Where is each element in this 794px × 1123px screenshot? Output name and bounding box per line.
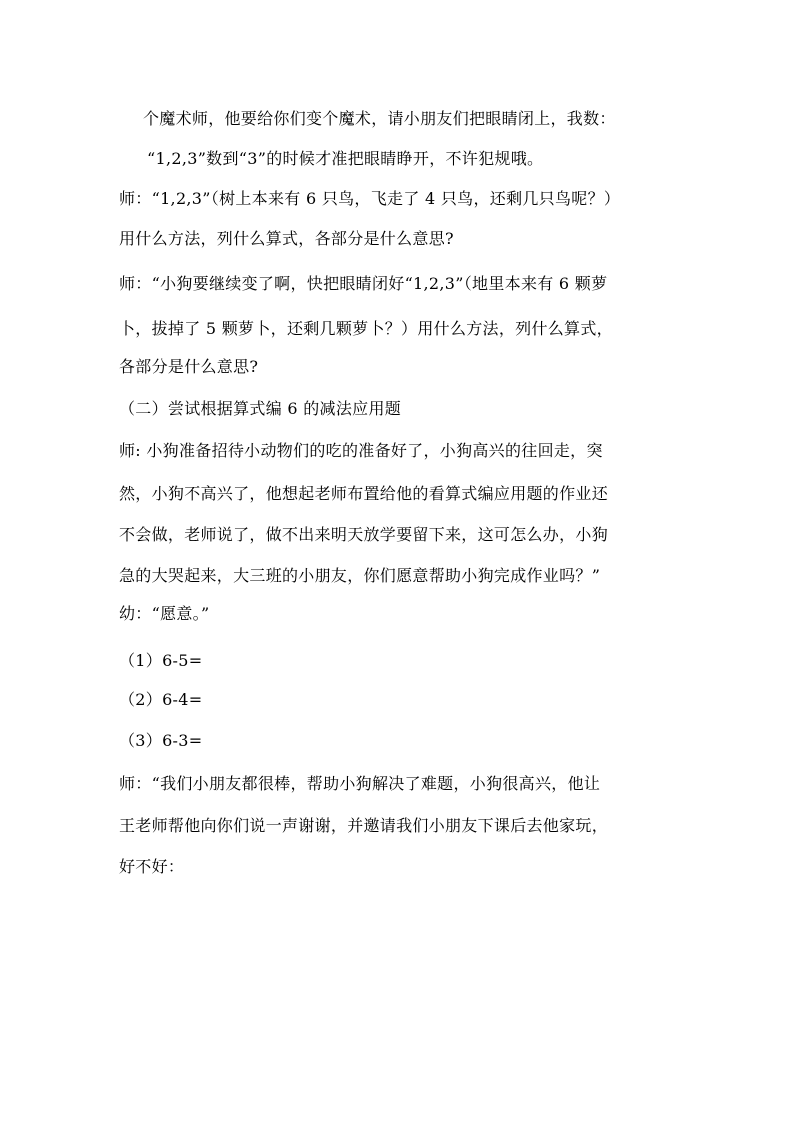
paragraph-line-18: 王老师帮他向你们说一声谢谢，并邀请我们小朋友下课后去他家玩，	[119, 816, 609, 835]
section-heading: （二）尝试根据算式编 6 的减法应用题	[119, 399, 402, 418]
paragraph-line-4: 用什么方法，列什么算式，各部分是什么意思?	[119, 229, 454, 248]
paragraph-line-17: 师：“我们小朋友都很棒，帮助小狗解决了难题，小狗很高兴，他让	[119, 774, 601, 793]
paragraph-line-2: “1,2,3”数到“3”的时候才准把眼睛睁开，不许犯规哦。	[147, 149, 544, 168]
paragraph-line-11: 不会做，老师说了，做不出来明天放学要留下来，这可怎么办，小狗	[119, 525, 609, 544]
paragraph-line-10: 然，小狗不高兴了，他想起老师布置给他的看算式编应用题的作业还	[119, 484, 609, 503]
paragraph-line-19: 好不好：	[119, 857, 185, 876]
paragraph-line-7: 各部分是什么意思?	[119, 357, 259, 376]
paragraph-line-5: 师：“小狗要继续变了啊，快把眼睛闭好“1,2,3”（地里本来有 6 颗萝	[119, 274, 608, 293]
exercise-2: （2）6-4=	[119, 690, 203, 709]
exercise-3: （3）6-3=	[119, 731, 203, 750]
paragraph-line-13: 幼：“愿意。”	[119, 604, 210, 623]
exercise-1: （1）6-5=	[119, 651, 203, 670]
paragraph-line-12: 急的大哭起来，大三班的小朋友，你们愿意帮助小狗完成作业吗？”	[119, 566, 601, 585]
paragraph-line-6: 卜，拔掉了 5 颗萝卜，还剩几颗萝卜？）用什么方法，列什么算式，	[119, 319, 613, 338]
paragraph-line-1: 个魔术师，他要给你们变个魔术，请小朋友们把眼睛闭上，我数：	[143, 109, 616, 128]
paragraph-line-3: 师：“1,2,3”（树上本来有 6 只鸟，飞走了 4 只鸟，还剩几只鸟呢？）	[119, 189, 621, 208]
paragraph-line-9: 师: 小狗准备招待小动物们的吃的准备好了，小狗高兴的往回走，突	[119, 441, 603, 460]
